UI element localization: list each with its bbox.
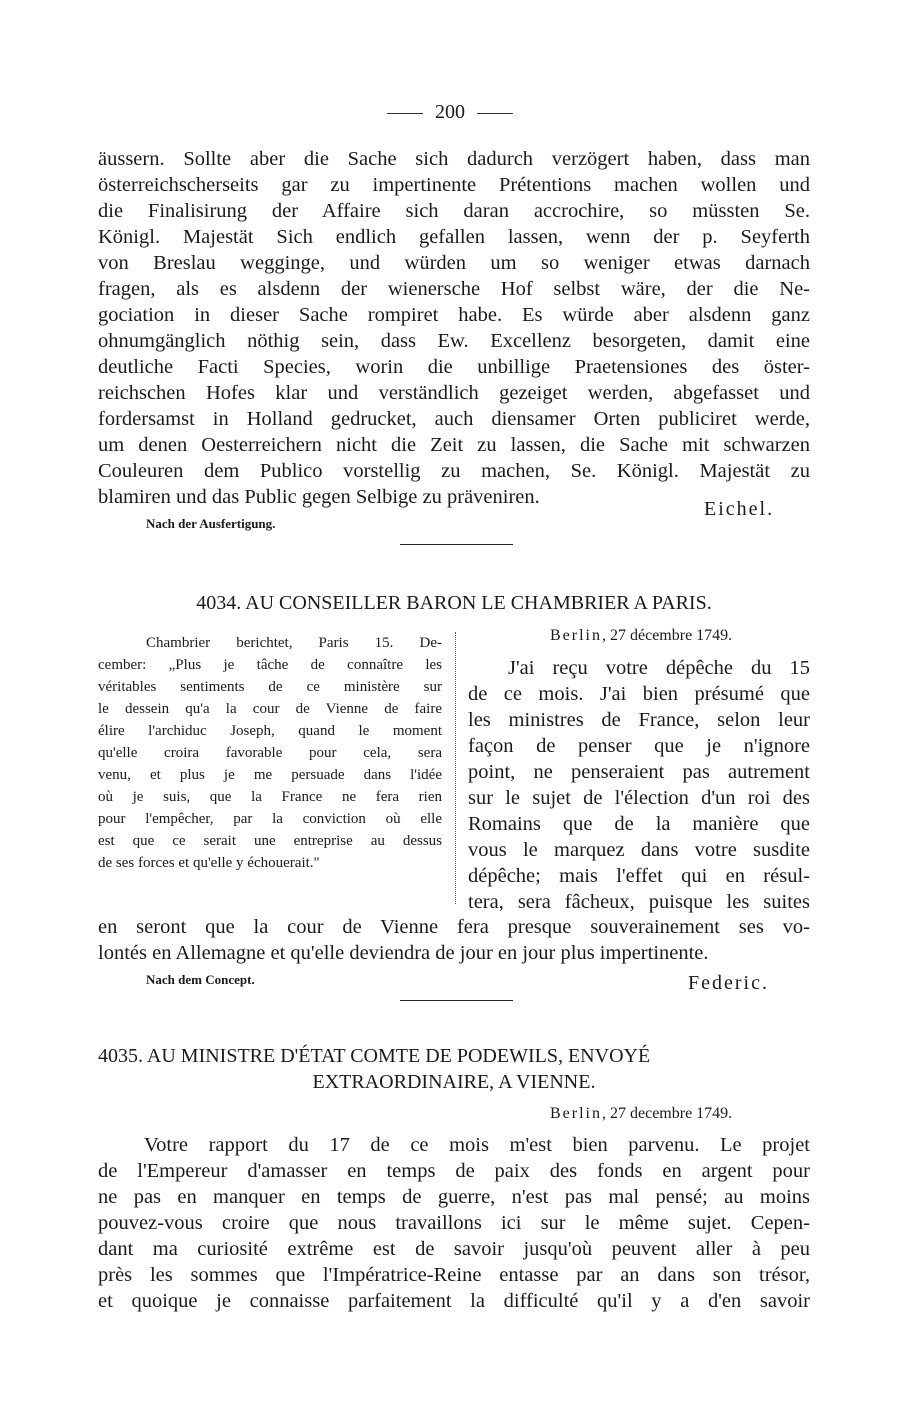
summary-line: cember: „Plus je tâche de connaître les bbox=[98, 657, 442, 673]
text-line: reichschen Hofes klar und verständlich gezeiget werden, abgefasset und bbox=[98, 382, 810, 404]
signature-federic: Federic. bbox=[688, 972, 769, 994]
summary-line: venu, et plus je me persuade dans l'idée bbox=[98, 767, 442, 783]
source-note: Nach dem Concept. bbox=[146, 972, 255, 987]
text-line: fragen, als es alsdenn der wienersche Hof selbst wäre, der die Ne- bbox=[98, 278, 810, 300]
summary-line: où je suis, que la France ne fera rien bbox=[98, 789, 442, 805]
letter-title: AU CONSEILLER BARON LE CHAMBRIER A PARIS. bbox=[245, 592, 712, 614]
letter-4034-dateline bbox=[550, 627, 732, 645]
summary-line: le dessein qu'a la cour de Vienne de faire bbox=[98, 701, 442, 717]
text-line: Couleuren dem Publico vorstellig zu machen, Se. Königl. Majestät zu bbox=[98, 460, 810, 482]
date-place: Berlin bbox=[550, 1105, 602, 1122]
text-line: von Breslau wegginge, und würden um so weniger etwas darnach bbox=[98, 252, 810, 274]
text-line: deutliche Facti Species, worin die unbillige Praetensiones des öster- bbox=[98, 356, 810, 378]
section-divider bbox=[400, 544, 513, 545]
date-place: Berlin bbox=[550, 627, 602, 644]
summary-line: véritables sentiments de ce ministère sur bbox=[98, 679, 442, 695]
letter-number: 4035. bbox=[98, 1045, 143, 1067]
letter-4034-heading bbox=[98, 590, 810, 616]
summary-line: pour l'empêcher, par la conviction où elle bbox=[98, 811, 442, 827]
letter-4035-heading bbox=[98, 1043, 810, 1069]
body-line: de l'Empereur d'amasser en temps de paix des fonds en argent pour bbox=[98, 1160, 810, 1182]
source-note: Nach der Ausfertigung. bbox=[146, 516, 276, 531]
body-line: pouvez-vous croire que nous travaillons ici sur le même sujet. Cepen- bbox=[98, 1212, 810, 1234]
body-line: dant ma curiosité extrême est de savoir jusqu'où peuvent aller à peu bbox=[98, 1238, 810, 1260]
body-line: façon de penser que je n'ignore bbox=[468, 735, 810, 757]
signature-eichel: Eichel. bbox=[704, 498, 775, 520]
column-divider bbox=[455, 632, 456, 904]
letter-4035-dateline bbox=[550, 1105, 732, 1123]
text-line: gociation in dieser Sache rompiret habe. Es würde aber alsdenn ganz bbox=[98, 304, 810, 326]
left-dash bbox=[387, 113, 423, 114]
body-line: tera, sera fâcheux, puisque les suites bbox=[468, 891, 810, 913]
text-line: österreichscherseits gar zu impertinente Prétentions machen wollen und bbox=[98, 174, 810, 196]
date-rest: , 27 decembre 1749. bbox=[602, 1105, 733, 1122]
date-rest: , 27 décembre 1749. bbox=[602, 627, 733, 644]
body-line: J'ai reçu votre dépêche du 15 bbox=[508, 657, 810, 679]
text-line: Königl. Majestät Sich endlich gefallen lassen, wenn der p. Seyferth bbox=[98, 226, 810, 248]
summary-line: élire l'archiduc Joseph, quand le moment bbox=[98, 723, 442, 739]
summary-line: est que ce serait une entreprise au dessus bbox=[98, 833, 442, 849]
text-line: äussern. Sollte aber die Sache sich dadurch verzögert haben, dass man bbox=[98, 148, 810, 170]
letter-title-line1: AU MINISTRE D'ÉTAT COMTE DE PODEWILS, ENVOYÉ bbox=[146, 1045, 651, 1067]
body-line: Romains que de la manière que bbox=[468, 813, 810, 835]
text-line: die Finalisirung der Affaire sich daran accrochire, so müssten Se. bbox=[98, 200, 810, 222]
body-line: point, ne penseraient pas autrement bbox=[468, 761, 810, 783]
body-line: lontés en Allemagne et qu'elle deviendra de jour en jour plus impertinente. bbox=[98, 942, 709, 964]
page-number: 200 bbox=[435, 101, 465, 123]
page-number-header bbox=[0, 101, 900, 124]
body-line: près les sommes que l'Impératrice-Reine entasse par an dans son trésor, bbox=[98, 1264, 810, 1286]
body-line: de ce mois. J'ai bien présumé que bbox=[468, 683, 810, 705]
summary-line: de ses forces et qu'elle y échouerait." bbox=[98, 855, 320, 871]
body-line: et quoique je connaisse parfaitement la difficulté qu'il y a d'en savoir bbox=[98, 1290, 810, 1312]
body-line: vous le marquez dans votre susdite bbox=[468, 839, 810, 861]
letter-title-line2: EXTRAORDINAIRE, A VIENNE. bbox=[312, 1071, 596, 1093]
text-line: ohnumgänglich nöthig sein, dass Ew. Excellenz besorgeten, damit eine bbox=[98, 330, 810, 352]
letter-4035-heading-line2 bbox=[98, 1069, 810, 1095]
letter-number: 4034. bbox=[196, 592, 242, 614]
body-line: en seront que la cour de Vienne fera presque souverainement ses vo- bbox=[98, 916, 810, 938]
text-line: um denen Oesterreichern nicht die Zeit zu lassen, die Sache mit schwarzen bbox=[98, 434, 810, 456]
section-divider bbox=[400, 1000, 513, 1001]
body-line: dépêche; mais l'effet qui en résul- bbox=[468, 865, 810, 887]
right-dash bbox=[477, 113, 513, 114]
text-line: fordersamst in Holland gedrucket, auch diensamer Orten publiciret werde, bbox=[98, 408, 810, 430]
summary-line: Chambrier berichtet, Paris 15. De- bbox=[146, 635, 442, 651]
body-line: sur le sujet de l'élection d'un roi des bbox=[468, 787, 810, 809]
body-line: ne pas en manquer en temps de guerre, n'est pas mal pensé; au moins bbox=[98, 1186, 810, 1208]
body-line: Votre rapport du 17 de ce mois m'est bien parvenu. Le projet bbox=[144, 1134, 810, 1156]
body-line: les ministres de France, selon leur bbox=[468, 709, 810, 731]
text-line: blamiren und das Public gegen Selbige zu präveniren. bbox=[98, 486, 540, 508]
summary-line: qu'elle croira favorable pour cela, sera bbox=[98, 745, 442, 761]
